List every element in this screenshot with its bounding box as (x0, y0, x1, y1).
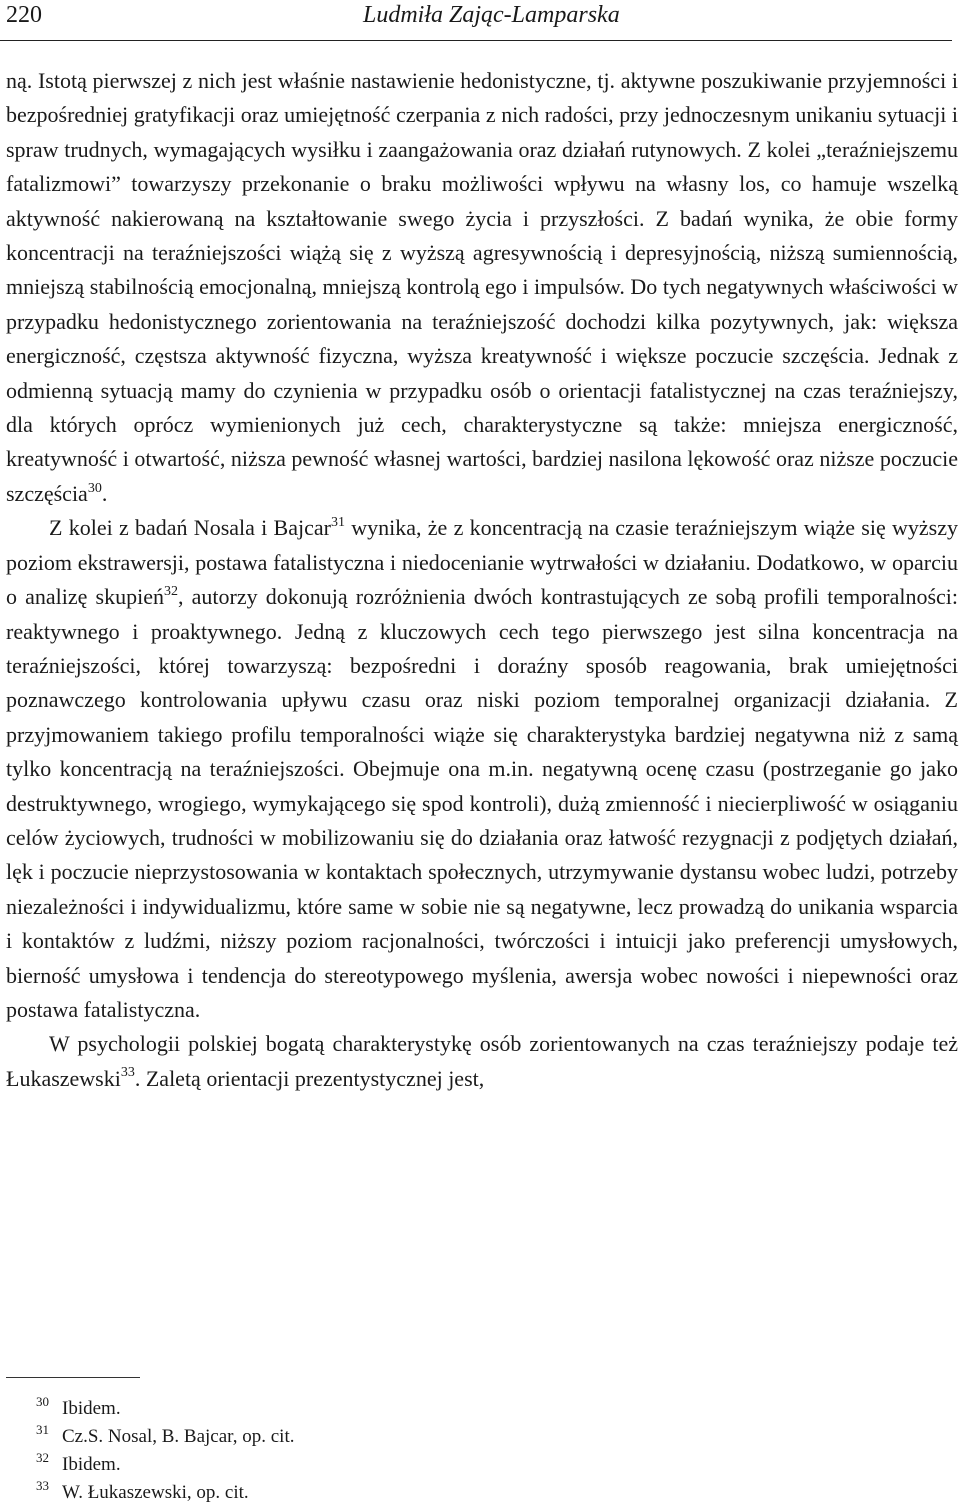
text-run: . (101, 480, 108, 506)
footnote-marker: 32 (36, 1450, 49, 1465)
footnote-text: W. Łukaszewski, op. cit. (62, 1482, 249, 1503)
paragraph (6, 1027, 958, 1096)
paragraph (6, 511, 958, 1027)
footnotes (36, 1395, 736, 1507)
text-run: W psychologii polskiej bogatą charakterystykę osób zorientowanych na czas teraźniejszy podaje też Łukaszewski (6, 1031, 958, 1091)
footnote (36, 1423, 736, 1451)
text-run: Z kolei z badań Nosala i Bajcar (49, 515, 331, 541)
footnote-reference: 30 (87, 480, 102, 496)
footnote-reference: 32 (164, 583, 178, 599)
footnote (36, 1395, 736, 1423)
footnote-marker: 30 (36, 1394, 49, 1409)
page-number: 220 (6, 2, 42, 28)
main-text (6, 64, 958, 1096)
text-run: ną. Istotą pierwszej z nich jest właśnie nastawienie hedonistyczne, tj. aktywne poszukiwanie przyjemności i bezpośredniej gratyfikacji oraz umiejętność czerpania z nich radości, przy jednoczesnym unikaniu sytuacji i spraw trudnych, wymagających wysiłku i zaangażowania oraz działań rutynowych. Z kolei „teraźniejszemu fatalizmowi” towarzyszy przekonanie o braku możliwości wpływu na własny los, co hamuje wszelką aktywność nakierowaną na kształtowanie swego życia i przyszłości. Z badań wynika, że obie formy koncentracji na teraźniejszości wiążą się z wyższą agresywnością i depresyjnością, niższą sumiennością, mniejszą stabilnością emocjonalną, mniejszą kontrolą ego i impulsów. Do tych negatywnych właściwości w przypadku hedonistycznego zorientowania na teraźniejszość dochodzi kilka pozytywnych, jak: większa energiczność, częstsza aktywność fizyczna, wyższa kreatywność i większe poczucie szczęścia. Jednak z odmienną sytuacją mamy do czynienia w przypadku osób o orientacji fatalistycznej na czas teraźniejszy, dla których oprócz wymienionych już cech, charakterystyczne są także: mniejsza energiczność, kreatywność i otwartość, niższa pewność własnej wartości, bardziej nasilona lękowość oraz niższe poczucie szczęścia (6, 68, 958, 506)
paragraph (6, 64, 958, 511)
footnote-reference: 33 (120, 1065, 135, 1081)
running-title: Ludmiła Zając-Lamparska (363, 2, 620, 28)
header-rule (0, 40, 952, 41)
text-run: wynika, że z koncentracją na czasie teraźniejszym wiąże się wyższy poziom ekstrawersji, postawa fatalistyczna i niedocenianie wytrwałości w działaniu. Dodatkowo, w oparciu o analizę skupień (6, 515, 958, 610)
text-run: . Zaletą orientacji prezentystycznej jest, (134, 1065, 485, 1091)
text-run: , autorzy dokonują rozróżnienia dwóch kontrastujących ze sobą profili temporalności: reaktywnego i proaktywnego. Jedną z kluczowych cech tego pierwszego jest silna koncentracja na teraźniejszości, której towarzyszą: bezpośredni i doraźny sposób reagowania, brak umiejętności poznawczego kontrolowania upływu czasu oraz niski poziom temporalnej organizacji działania. Z przyjmowaniem takiego profilu temporalności wiąże się charakterystyka bardziej negatywna niż z samą tylko koncentracją na teraźniejszości. Obejmuje ona m.in. negatywną ocenę czasu (postrzeganie go jako destruktywnego, wrogiego, wymykającego się spod kontroli), dużą zmienność i niecierpliwość w osiąganiu celów życiowych, trudności w mobilizowaniu się do działania oraz łatwość rezygnacji z podjętych działań, lęk i poczucie nieprzystosowania w kontaktach społecznych, utrzymywanie dystansu wobec ludzi, potrzeby niezależności i indywidualizmu, które same w sobie nie są negatywne, lecz prowadzą do unikania wsparcia i kontaktów z ludźmi, niższy poziom racjonalności, twórczości i intuicji jako preferencji umysłowych, bierność umysłowa i tendencja do stereotypowego myślenia, awersja wobec nowości i niepewności oraz postawa fatalistyczna. (6, 584, 958, 1022)
footnote-marker: 31 (36, 1422, 49, 1437)
footnote-separator (6, 1377, 140, 1378)
footnote-text: Ibidem. (62, 1454, 121, 1475)
footnote (36, 1451, 736, 1479)
footnote-text: Cz.S. Nosal, B. Bajcar, op. cit. (62, 1426, 295, 1447)
footnote (36, 1479, 736, 1507)
footnote-text: Ibidem. (62, 1398, 121, 1419)
footnote-marker: 33 (36, 1478, 49, 1493)
page-header (6, 0, 936, 34)
footnote-reference: 31 (330, 514, 345, 530)
